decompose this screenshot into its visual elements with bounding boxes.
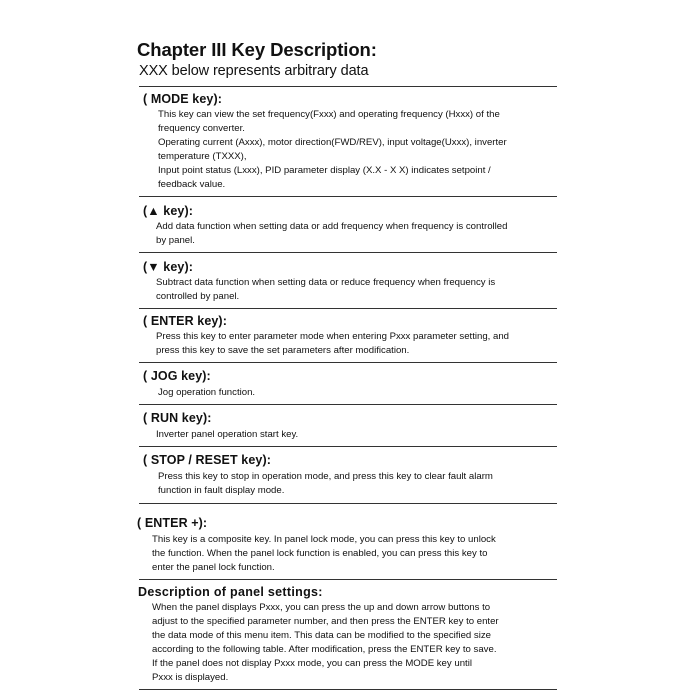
body-line: according to the following table. After modification, press the ENTER key to save. bbox=[152, 644, 497, 655]
section-body bbox=[156, 220, 557, 248]
body-line: temperature (TXXX), bbox=[158, 151, 247, 162]
section-title: ( STOP / RESET key): bbox=[143, 453, 271, 467]
section-body bbox=[158, 470, 557, 498]
section-body bbox=[156, 428, 557, 442]
divider bbox=[139, 689, 557, 690]
body-line: controlled by panel. bbox=[156, 291, 240, 302]
chapter-subtitle: XXX below represents arbitrary data bbox=[139, 63, 369, 79]
body-line: Subtract data function when setting data or reduce frequency when frequency is bbox=[156, 277, 496, 288]
divider bbox=[139, 446, 557, 447]
divider bbox=[139, 86, 557, 87]
section-body bbox=[152, 601, 557, 685]
divider bbox=[139, 362, 557, 363]
section-jog-key bbox=[137, 369, 557, 400]
body-line: the function. When the panel lock function is enabled, you can press this key to bbox=[152, 548, 488, 559]
section-body bbox=[156, 276, 557, 304]
section-body bbox=[156, 330, 557, 358]
section-up-key bbox=[137, 204, 557, 248]
body-line: When the panel displays Pxxx, you can press the up and down arrow buttons to bbox=[152, 602, 491, 613]
section-enter-key bbox=[137, 314, 557, 358]
divider bbox=[139, 579, 557, 580]
document-page bbox=[137, 38, 557, 690]
body-line: press this key to save the set parameters after modification. bbox=[156, 345, 410, 356]
body-line: Jog operation function. bbox=[158, 387, 256, 398]
body-line: Operating current (Axxx), motor direction(FWD/REV), input voltage(Uxxx), inverter bbox=[158, 137, 507, 148]
divider bbox=[139, 196, 557, 197]
body-line: feedback value. bbox=[158, 179, 226, 190]
section-body bbox=[152, 533, 557, 575]
body-line: enter the panel lock function. bbox=[152, 562, 275, 573]
section-title: (▲ key): bbox=[143, 204, 193, 218]
body-line: Inverter panel operation start key. bbox=[156, 429, 299, 440]
section-title: (▼ key): bbox=[143, 260, 193, 274]
body-line: Input point status (Lxxx), PID parameter display (X.X - X X) indicates setpoint / bbox=[158, 165, 491, 176]
section-down-key bbox=[137, 260, 557, 304]
section-title: ( JOG key): bbox=[143, 369, 211, 383]
body-line: function in fault display mode. bbox=[158, 485, 285, 496]
body-line: the data mode of this menu item. This data can be modified to the specified size bbox=[152, 630, 491, 641]
section-title: ( MODE key): bbox=[143, 92, 222, 106]
section-mode-key bbox=[137, 92, 557, 192]
section-body bbox=[158, 386, 557, 400]
body-line: frequency converter. bbox=[158, 123, 245, 134]
body-line: This key is a composite key. In panel lock mode, you can press this key to unlock bbox=[152, 534, 496, 545]
section-title: ( RUN key): bbox=[143, 411, 212, 425]
divider bbox=[139, 404, 557, 405]
section-panel-settings bbox=[137, 585, 557, 685]
body-line: If the panel does not display Pxxx mode, you can press the MODE key until bbox=[152, 658, 472, 669]
section-run-key bbox=[137, 411, 557, 442]
body-line: Add data function when setting data or add frequency when frequency is controlled bbox=[156, 221, 508, 232]
body-line: Pxxx is displayed. bbox=[152, 672, 229, 683]
divider bbox=[139, 252, 557, 253]
section-title: ( ENTER key): bbox=[143, 314, 227, 328]
section-enter-plus bbox=[137, 516, 557, 575]
section-body bbox=[158, 108, 557, 192]
body-line: Press this key to stop in operation mode, and press this key to clear fault alarm bbox=[158, 471, 493, 482]
body-line: adjust to the specified parameter number, and then press the ENTER key to enter bbox=[152, 616, 499, 627]
divider bbox=[139, 308, 557, 309]
section-stop-reset-key bbox=[137, 453, 557, 498]
section-title: Description of panel settings: bbox=[138, 585, 323, 599]
divider bbox=[139, 503, 557, 504]
chapter-title: Chapter III Key Description: bbox=[137, 39, 377, 60]
body-line: Press this key to enter parameter mode when entering Pxxx parameter setting, and bbox=[156, 331, 510, 342]
body-line: by panel. bbox=[156, 235, 195, 246]
body-line: This key can view the set frequency(Fxxx) and operating frequency (Hxxx) of the bbox=[158, 109, 500, 120]
section-title: ( ENTER +): bbox=[137, 516, 208, 530]
